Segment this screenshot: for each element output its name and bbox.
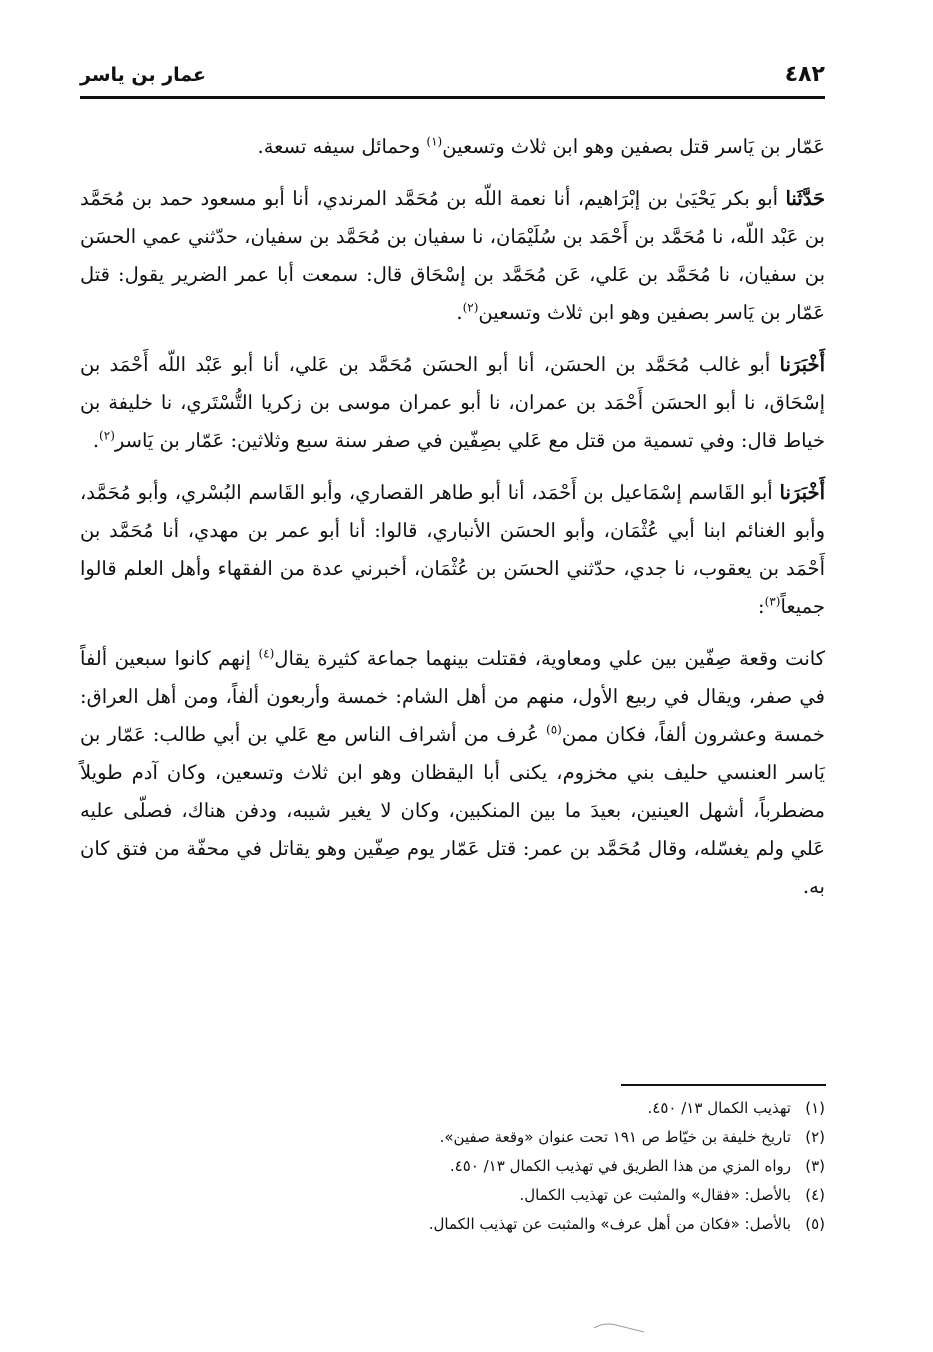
paragraph-2 xyxy=(80,180,825,332)
paragraph-text: كانت وقعة صِفّين بين علي ومعاوية، فقتلت بينهما جماعة كثيرة يقال xyxy=(274,647,825,670)
footnote-item xyxy=(300,1181,825,1210)
footnote-item xyxy=(300,1152,825,1181)
footnote-text: بالأصل: «فكان من أهل عرف» والمثبت عن تهذيب الكمال. xyxy=(428,1215,791,1233)
footnote-ref: (٢) xyxy=(99,428,115,443)
isnad-lead-word: حَدَّثَنا xyxy=(785,187,825,210)
page-number: ٤٨٢ xyxy=(784,62,825,87)
paragraph-4 xyxy=(80,474,825,626)
footnote-text: رواه المزي من هذا الطريق في تهذيب الكمال ١٣/ ٤٥٠. xyxy=(449,1157,791,1175)
paragraph-text: أبو بكر يَحْيَىٰ بن إبْرَاهيم، أنا نعمة اللّه بن مُحَمَّد المرندي، أنا أبو مسعود حمد بن مُحَمَّد بن عَبْد اللّه، نا مُحَمَّد بن أَحْمَد بن سُلَيْمَان، نا سفيان بن مُحَمَّد بن سفيان، حدّثني عمي الحسَن بن سفيان، نا مُحَمَّد بن عَلي، عَن مُحَمَّد بن إسْحَاق قال: سمعت أبا عمر الضرير يقول: قتل عَمّار بن يَاسر بصفين وهو ابن ثلاث وتسعين xyxy=(80,187,825,324)
footnote-ref: (١) xyxy=(426,134,443,149)
paragraph-text: أبو غالب مُحَمَّد بن الحسَن، أنا أبو الحسَن مُحَمَّد بن عَلي، أنا أبو عَبْد اللّه أَحْمَد بن إسْحَاق، نا أبو الحسَن أَحْمَد بن عمران، نا أبو عمران موسى بن زكريا التُّسْتَري، نا خليفة بن خياط قال: وفي تسمية من قتل مع عَلي بصِفّين في صفر سنة سبع وثلاثين: عَمّار بن يَاسر xyxy=(80,353,825,452)
footnote-item xyxy=(300,1094,825,1123)
isnad-lead-word: أَخْبَرَنا xyxy=(779,481,825,504)
paragraph-text: عُرف من أشراف الناس مع عَلي بن أبي طالب: عَمّار بن يَاسر العنسي حليف بني مخزوم، يكنى أبا اليقظان وهو ابن ثلاث وتسعين، وكان آدم طويلاً مضطرباً، أشهل العينين، بعيدَ ما بين المنكبين، وكان لا يغير شيبه، ودفن هناك، فصلّى عليه عَلي ولم يغسّله، وقال مُحَمَّد بن عمر: قتل عَمّار يوم صِفّين وهو يقاتل في محفّة من فتق كان به. xyxy=(80,723,825,898)
footnote-number: (٤) xyxy=(805,1186,825,1204)
paragraph-text: : xyxy=(758,595,765,618)
paragraph-5 xyxy=(80,640,825,906)
paragraph-text: وحمائل سيفه تسعة. xyxy=(257,135,427,158)
paragraph-3 xyxy=(80,346,825,460)
footnote-item xyxy=(300,1210,825,1239)
footnote-ref: (٢) xyxy=(462,300,479,315)
footnote-text: تاريخ خليفة بن خيّاط ص ١٩١ تحت عنوان «وقعة صفين». xyxy=(439,1128,791,1146)
footnote-text: بالأصل: «فقال» والمثبت عن تهذيب الكمال. xyxy=(519,1186,791,1204)
footnotes xyxy=(300,1094,825,1239)
paragraph-text: عَمّار بن يَاسر قتل بصفين وهو ابن ثلاث وتسعين xyxy=(442,135,825,158)
running-head: عمار بن ياسر xyxy=(80,64,207,86)
footnote-item xyxy=(300,1123,825,1152)
footnote-number: (٢) xyxy=(805,1128,825,1146)
paragraph-1 xyxy=(80,128,825,166)
paragraph-text: إنهم كانوا سبعين ألفاً في صفر، ويقال في ربيع الأول، منهم من أهل الشام: خمسة وأربعون ألفاً، ومن أهل العراق: خمسة وعشرون ألفاً، فكان ممن xyxy=(80,647,825,746)
footnote-ref: (٣) xyxy=(764,594,781,609)
paragraph-text: . xyxy=(456,301,463,324)
paragraph-text: أبو القَاسم إسْمَاعيل بن أَحْمَد، أنا أبو طاهر القصاري، وأبو القَاسم البُسْري، وأبو مُحَمَّد، وأبو الغنائم ابنا أبي عُثْمَان، وأبو الحسَن الأنباري، قالوا: أنا أبو عمر بن مهدي، أنا مُحَمَّد بن أَحْمَد بن يعقوب، نا جدي، حدّثني الحسَن بن عُثْمَان، أخبرني عدة من الفقهاء وأهل العلم قالوا جميعاً xyxy=(80,481,825,618)
footnote-ref: (٤) xyxy=(258,646,275,661)
footnote-number: (١) xyxy=(805,1099,825,1117)
main-text xyxy=(80,128,825,920)
footnote-text: تهذيب الكمال ١٣/ ٤٥٠. xyxy=(647,1099,791,1117)
footnote-ref: (٥) xyxy=(546,722,562,737)
footnote-number: (٣) xyxy=(805,1157,825,1175)
scan-smudge-mark xyxy=(592,1320,646,1334)
footnote-number: (٥) xyxy=(805,1215,825,1233)
paragraph-text: . xyxy=(92,429,100,452)
footnote-divider xyxy=(621,1084,826,1086)
isnad-lead-word: أَخْبَرَنا xyxy=(779,353,825,376)
page-header xyxy=(80,60,825,99)
